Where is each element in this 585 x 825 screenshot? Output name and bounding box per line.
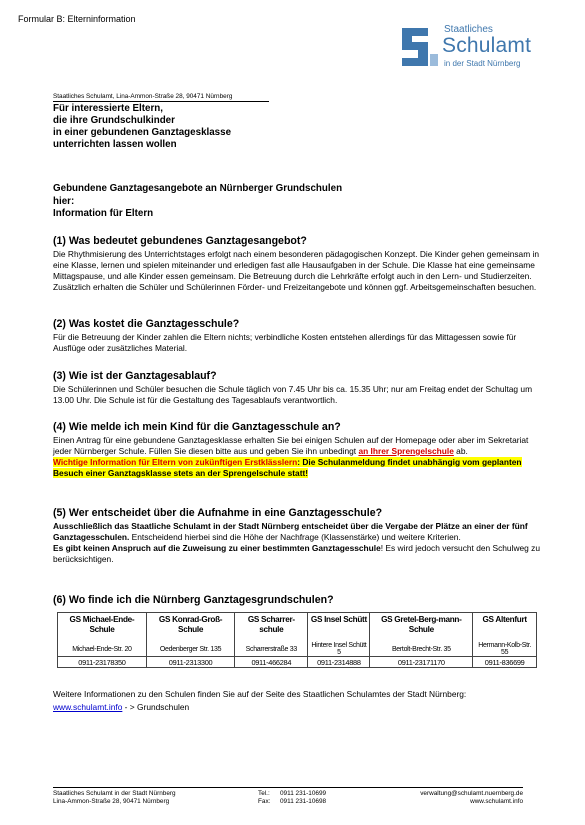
more-info (53, 688, 533, 714)
school-phone: 0911-836699 (473, 657, 537, 668)
footer-divider (53, 787, 523, 788)
footer-web: www.schulamt.info (470, 798, 523, 805)
footer-address-line: Lina-Ammon-Straße 28, 90471 Nürnberg (53, 798, 170, 805)
section-5-title: (5) Wer entscheidet über die Aufnahme in eine Ganztagesschule? (53, 507, 383, 519)
school-name: GS Konrad-Groß-Schule (146, 613, 234, 643)
recipient-line: unterrichten lassen wollen (53, 139, 177, 150)
school-name: GS Insel Schütt (308, 613, 370, 643)
section-2-body: Für die Betreuung der Kinder zahlen die Eltern nichts; verbindliche Kosten entstehen allerdings für das Mittagessen sowie für Ausflüge oder zusätzliches Material. (53, 332, 517, 353)
section-1-title: (1) Was bedeutet gebundenes Ganztagesangebot? (53, 235, 307, 247)
footer-address-line: Staatliches Schulamt in der Stadt Nürnberg (53, 790, 176, 797)
section-4-body-end: ab. (453, 445, 468, 456)
subject-hier: hier: (53, 195, 75, 207)
recipient-block (53, 103, 231, 151)
section-5-text-1: Entscheidend hierbei sind die Höhe der Nachfrage (Klassenstärke) und weitere Kriterien. (129, 531, 461, 542)
recipient-line: Für interessierte Eltern, (53, 103, 163, 114)
section-4-body (53, 435, 543, 457)
important-notice (53, 457, 543, 479)
subject-title: Gebundene Ganztagesangebote an Nürnberger Grundschulen (53, 183, 343, 194)
important-notice-label: Wichtige Information für Eltern von zukünftigen Erstklässlern (53, 456, 298, 467)
school-phone: 0911-2314888 (308, 657, 370, 668)
section-1 (53, 235, 543, 293)
section-3-title: (3) Wie ist der Ganztagesablauf? (53, 370, 217, 382)
school-phone: 0911-23171170 (370, 657, 473, 668)
footer-fax-label: Fax: (258, 798, 271, 805)
footer-labels (258, 790, 270, 806)
section-5-body (53, 521, 543, 565)
section-4 (53, 421, 543, 479)
section-2-title: (2) Was kostet die Ganztagesschule? (53, 318, 240, 330)
logo-line1: Staatliches (444, 24, 493, 35)
section-6-title: (6) Wo finde ich die Nürnberg Ganztagesgrundschulen? (53, 594, 334, 606)
schulamt-link[interactable]: www.schulamt.info (53, 702, 123, 712)
sprengelschule-link[interactable]: an Ihrer Sprengelschule (358, 445, 454, 456)
school-phone: 0911-2313300 (146, 657, 234, 668)
school-name: GS Michael-Ende-Schule (58, 613, 147, 643)
footer-email: verwaltung@schulamt.nuernberg.de (420, 790, 523, 797)
school-address: Hermann-Kolb-Str. 55 (473, 642, 537, 657)
section-3 (53, 370, 543, 406)
footer-contact (420, 790, 523, 806)
logo-line2: Schulamt (442, 34, 532, 57)
section-2 (53, 318, 543, 354)
school-phone: 0911-466284 (235, 657, 308, 668)
more-info-text: Weitere Informationen zu den Schulen finden Sie auf der Seite des Staatlichen Schulamtes der Stadt Nürnberg: (53, 689, 467, 699)
recipient-line: in einer gebundenen Ganztagesklasse (53, 127, 232, 138)
schulamt-logo-mark-icon (398, 24, 442, 70)
logo-line3: in der Stadt Nürnberg (444, 59, 521, 68)
schools-table (57, 612, 537, 668)
section-4-title: (4) Wie melde ich mein Kind für die Ganztagesschule an? (53, 421, 341, 433)
subject-info: Information für Eltern (53, 208, 154, 219)
more-info-suffix: - > Grundschulen (122, 702, 190, 712)
section-4-body-text: Einen Antrag für eine gebundene Ganztagesklasse erhalten Sie bei einigen Schulen auf der Homepage oder aber im Sekretariat jeder Nürnberger Schule. Füllen Sie diesen bitte aus und geben Sie ihn unbedingt (53, 435, 529, 456)
footer-address (53, 790, 176, 806)
footer-tel: 0911 231-10699 (280, 790, 327, 797)
section-1-body: Die Rhythmisierung des Unterrichtstages erfolgt nach einem besonderen pädagogischen Konzept. Die Kinder gehen gemeinsam in eine Klasse, lernen und spielen miteinander und erledigen fast alle Hausaufgaben in der Schule. Die Klasse hat eine gemeinsame Mittagspause, und alle Kinder essen gemeinsam. Die Betreuung durch die Lehrkräfte erfolgt auch in den Lern- und Studierzeiten. Zusätzlich erhalten die Schüler und Schülerinnen Förder- und Freizeitangebote und können ggf. Arbeitsgemeinschaften besuchen. (53, 249, 540, 292)
school-name: GS Altenfurt (473, 613, 537, 643)
footer-tel-label: Tel.: (258, 790, 270, 797)
school-address: Bertolt-Brecht-Str. 35 (370, 642, 473, 657)
section-5-bold-2: Es gibt keinen Anspruch auf die Zuweisung zu einer bestimmten Ganztagesschule (53, 542, 381, 553)
form-label: Formular B: Elterninformation (18, 14, 136, 24)
section-5 (53, 507, 543, 565)
school-name: GS Scharrer-schule (235, 613, 308, 643)
section-6 (53, 594, 543, 608)
recipient-line: die ihre Grundschulkinder (53, 115, 175, 126)
footer-fax: 0911 231-10698 (280, 798, 327, 805)
section-5-bold-1: Ausschließlich das Staatliche Schulamt in der Stadt Nürnberg entscheidet über die Vergabe der Plätze an einer der fünf Ganztagesschulen. (53, 521, 528, 542)
sender-line: Staatliches Schulamt, Lina-Ammon-Straße 28, 90471 Nürnberg (53, 93, 269, 102)
school-name: GS Gretel-Berg-mann-Schule (370, 613, 473, 643)
footer-numbers (280, 790, 326, 806)
subject-block (53, 183, 342, 221)
school-address: Hintere Insel Schütt 5 (308, 642, 370, 657)
school-phone: 0911-23178350 (58, 657, 147, 668)
section-3-body: Die Schülerinnen und Schüler besuchen die Schule täglich von 7.45 Uhr bis ca. 15.35 Uhr; nur am Freitag endet der Schultag um 13.00 Uhr. Die Schule ist für die Gestaltung des Tagesablaufs verantwortlich. (53, 384, 533, 405)
school-address: Michael-Ende-Str. 20 (58, 642, 147, 657)
important-notice-text: : Die Schulanmeldung findet unabhängig vom geplanten Besuch einer Ganztagsklasse stets an der Sprengelschule statt! (53, 456, 522, 478)
school-address: Scharrerstraße 33 (235, 642, 308, 657)
school-address: Oedenberger Str. 135 (146, 642, 234, 657)
schulamt-logo (398, 22, 538, 74)
section-5-text-2: ! Es wird jedoch versucht den Schulweg zu berücksichtigen. (53, 542, 540, 564)
